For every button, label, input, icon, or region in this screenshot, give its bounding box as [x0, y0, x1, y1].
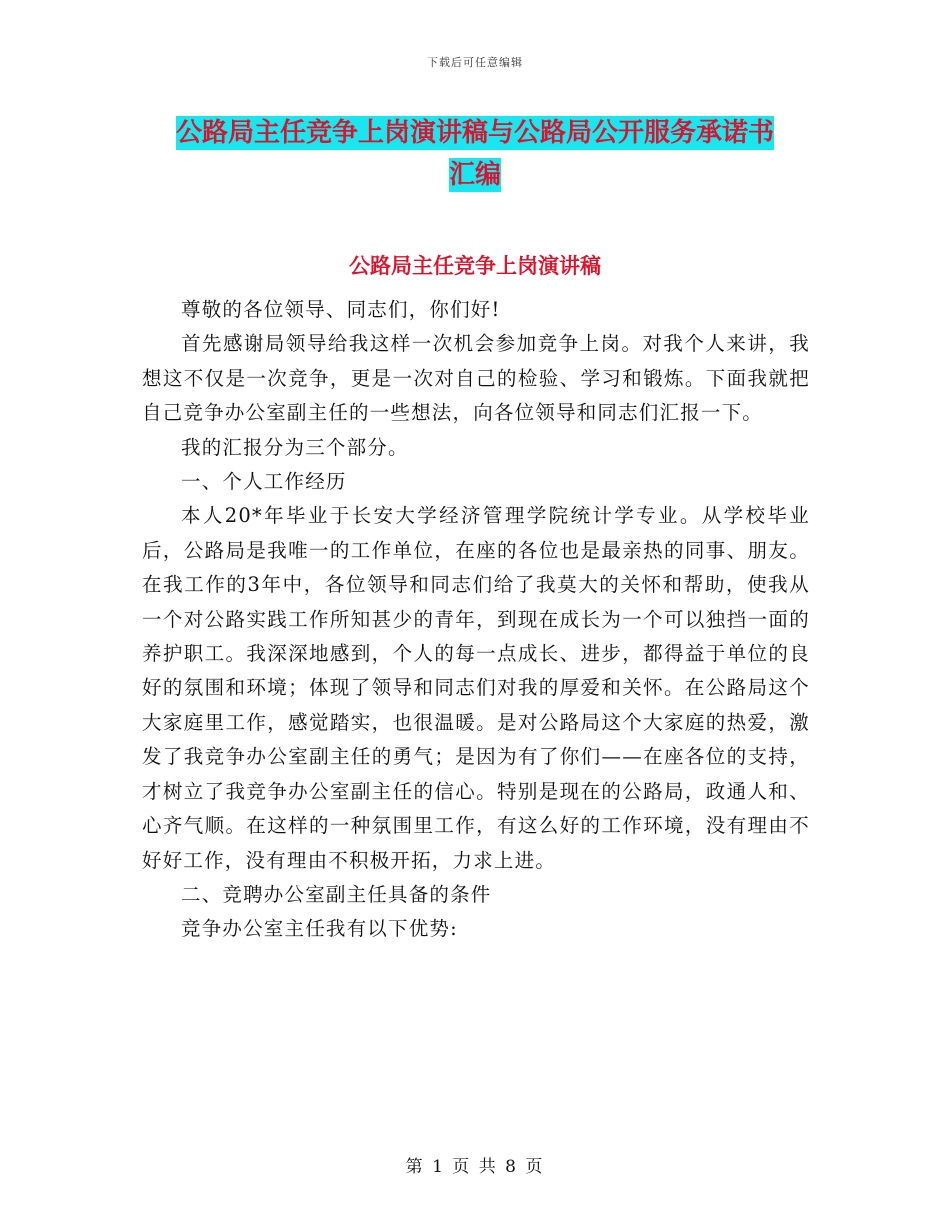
section-title: 公路局主任竞争上岗演讲稿: [349, 254, 601, 278]
paragraph-greeting: 尊敬的各位领导、同志们，你们好!: [181, 298, 501, 321]
document-body: [142, 293, 810, 947]
document-title-line-1: [0, 112, 950, 149]
paragraph-intro: 首先感谢局领导给我这样一次机会参加竞争上岗。对我个人来讲，我想这不仅是一次竞争，更是一次对自己的检验、学习和锻炼。下面我就把自己竞争办公室副主任的一些想法，向各位领导和同志们汇报一下。: [142, 332, 810, 425]
document-title-line-2: [0, 154, 950, 191]
document-title-line-2-text: 汇编: [448, 160, 501, 190]
heading-work-experience: 一、个人工作经历: [181, 470, 347, 494]
paragraph-advantages: 竞争办公室主任我有以下优势:: [181, 917, 458, 941]
heading-conditions: 二、竞聘办公室副主任具备的条件: [181, 882, 492, 906]
header-note: 下载后可任意编辑: [427, 56, 523, 69]
page-footer: 第 1 页 共 8 页: [405, 1157, 545, 1177]
paragraph-work-experience: 本人20*年毕业于长安大学经济管理学院统计学专业。从学校毕业后，公路局是我唯一的工作单位，在座的各位也是最亲热的同事、朋友。在我工作的3年中，各位领导和同志们给了我莫大的关怀和帮助，使我从一个对公路实践工作所知甚少的青年，到现在成长为一个可以独挡一面的养护职工。我深深地感到，个人的每一点成长、进步，都得益于单位的良好的氛围和环境；体现了领导和同志们对我的厚爱和关怀。在公路局这个大家庭里工作，感觉踏实，也很温暖。是对公路局这个大家庭的热爱，激发了我竞争办公室副主任的勇气；是因为有了你们——在座各位的支持，才树立了我竞争办公室副主任的信心。特别是现在的公路局，政通人和、心齐气顺。在这样的一种氛围里工作，有这么好的工作环境，没有理由不好好工作，没有理由不积极开拓，力求上进。: [142, 504, 810, 872]
paragraph-outline: 我的汇报分为三个部分。: [181, 435, 409, 459]
document-title-line-1-text: 公路局主任竞争上岗演讲稿与公路局公开服务承诺书: [175, 118, 774, 148]
